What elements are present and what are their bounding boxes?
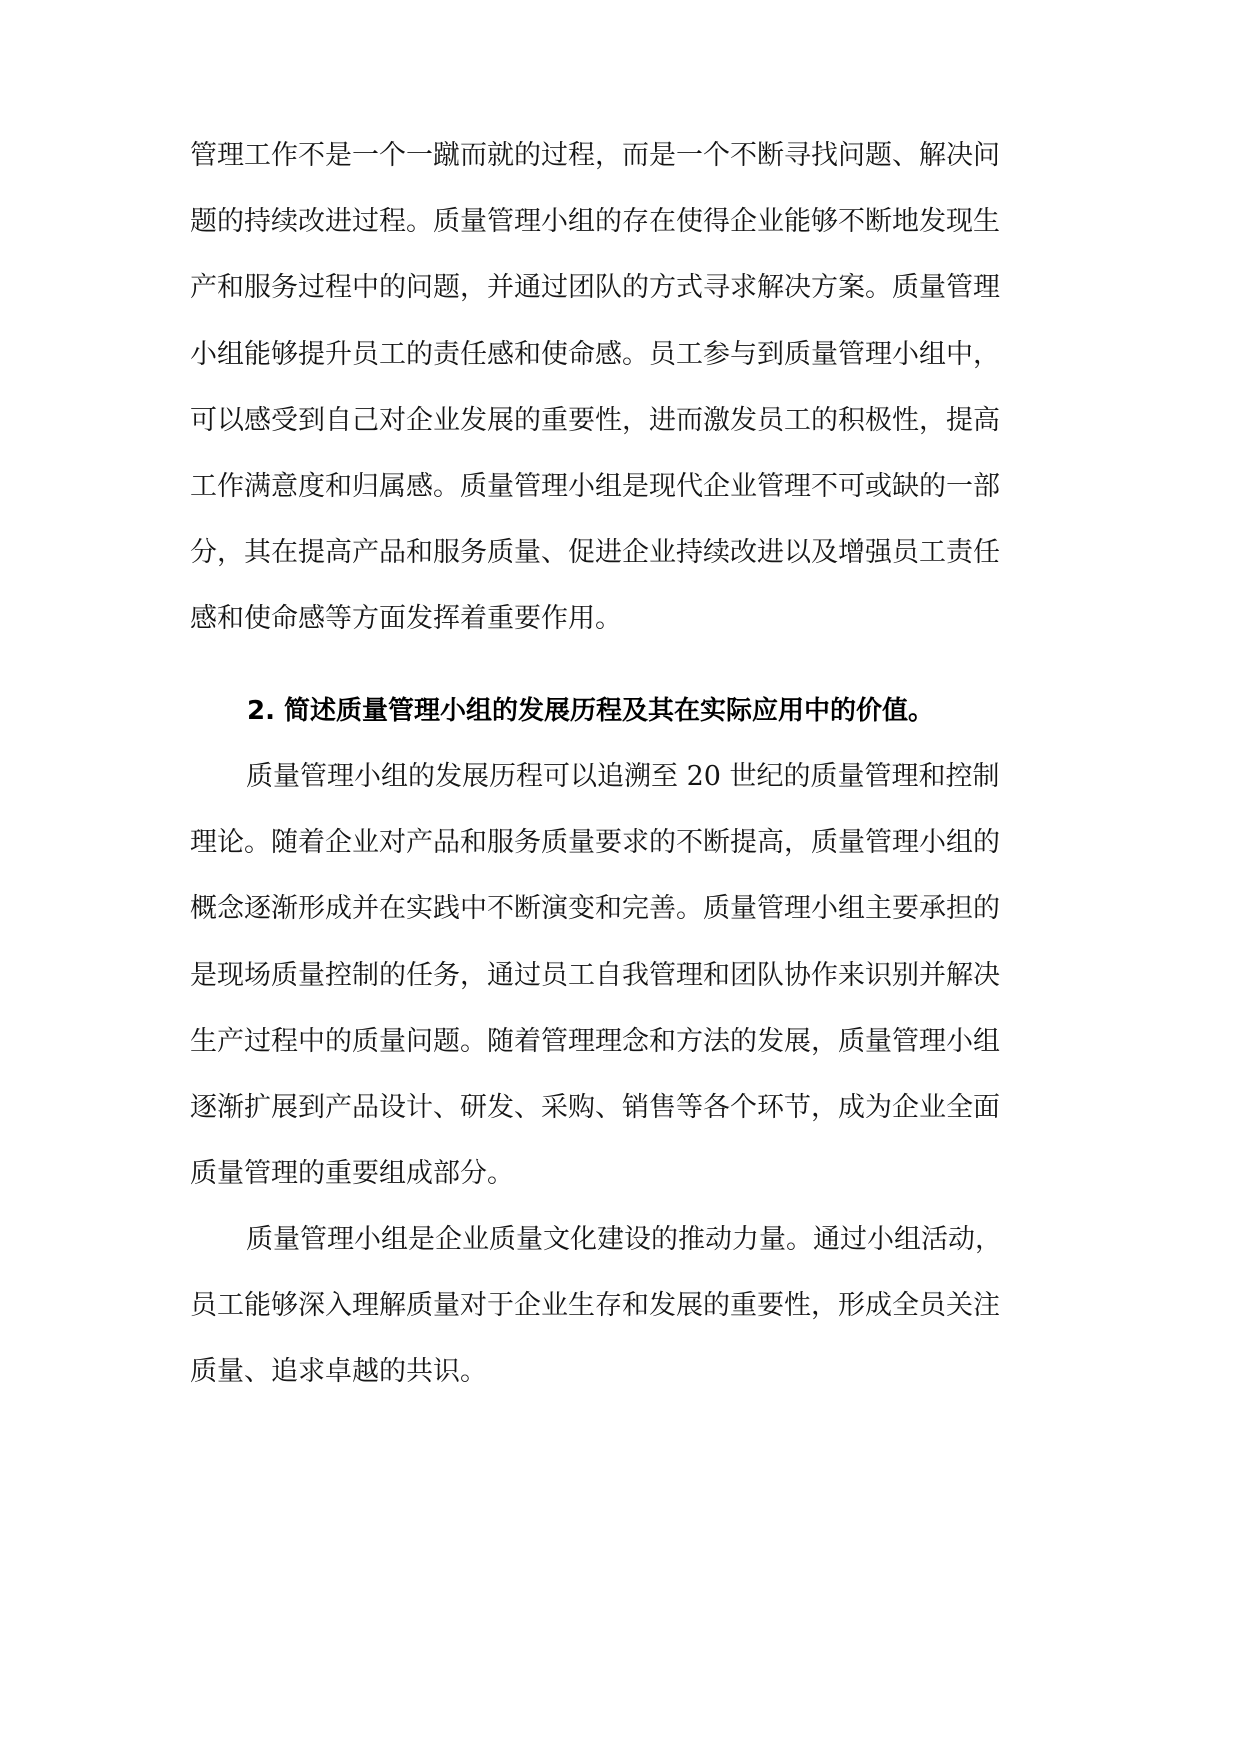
paragraph-1-line-7: 分，其在提高产品和服务质量、促进企业持续改进以及增强员工责任 — [190, 537, 1000, 568]
paragraph-3-line-2: 员工能够深入理解质量对于企业生存和发展的重要性，形成全员关注 — [190, 1290, 1000, 1321]
paragraph-3-line-3: 质量、追求卓越的共识。 — [190, 1356, 487, 1387]
paragraph-2-line-1: 质量管理小组的发展历程可以追溯至 20 世纪的质量管理和控制 — [246, 761, 1000, 792]
paragraph-2-line-6: 逐渐扩展到产品设计、研发、采购、销售等各个环节，成为企业全面 — [190, 1092, 1000, 1123]
paragraph-2-line-7: 质量管理的重要组成部分。 — [190, 1158, 514, 1189]
paragraph-1-line-5: 可以感受到自己对企业发展的重要性，进而激发员工的积极性，提高 — [190, 405, 1000, 436]
paragraph-2-line-2: 理论。随着企业对产品和服务质量要求的不断提高，质量管理小组的 — [190, 827, 1000, 858]
paragraph-1-line-6: 工作满意度和归属感。质量管理小组是现代企业管理不可或缺的一部 — [190, 471, 1000, 502]
paragraph-2-line-4: 是现场质量控制的任务，通过员工自我管理和团队协作来识别并解决 — [190, 960, 1000, 991]
paragraph-1-line-8: 感和使命感等方面发挥着重要作用。 — [190, 603, 622, 634]
paragraph-3-line-1: 质量管理小组是企业质量文化建设的推动力量。通过小组活动， — [246, 1224, 1002, 1255]
paragraph-1-line-3: 产和服务过程中的问题，并通过团队的方式寻求解决方案。质量管理 — [190, 272, 1000, 303]
paragraph-2-line-5: 生产过程中的质量问题。随着管理理念和方法的发展，质量管理小组 — [190, 1026, 1000, 1057]
paragraph-1-line-1: 管理工作不是一个一蹴而就的过程，而是一个不断寻找问题、解决问 — [190, 140, 1000, 171]
paragraph-1-line-2: 题的持续改进过程。质量管理小组的存在使得企业能够不断地发现生 — [190, 206, 1000, 237]
paragraph-2-line-3: 概念逐渐形成并在实践中不断演变和完善。质量管理小组主要承担的 — [190, 893, 1000, 924]
paragraph-1-line-4: 小组能够提升员工的责任感和使命感。员工参与到质量管理小组中， — [190, 339, 1000, 370]
section-heading-2: 2. 简述质量管理小组的发展历程及其在实际应用中的价值。 — [247, 696, 935, 726]
